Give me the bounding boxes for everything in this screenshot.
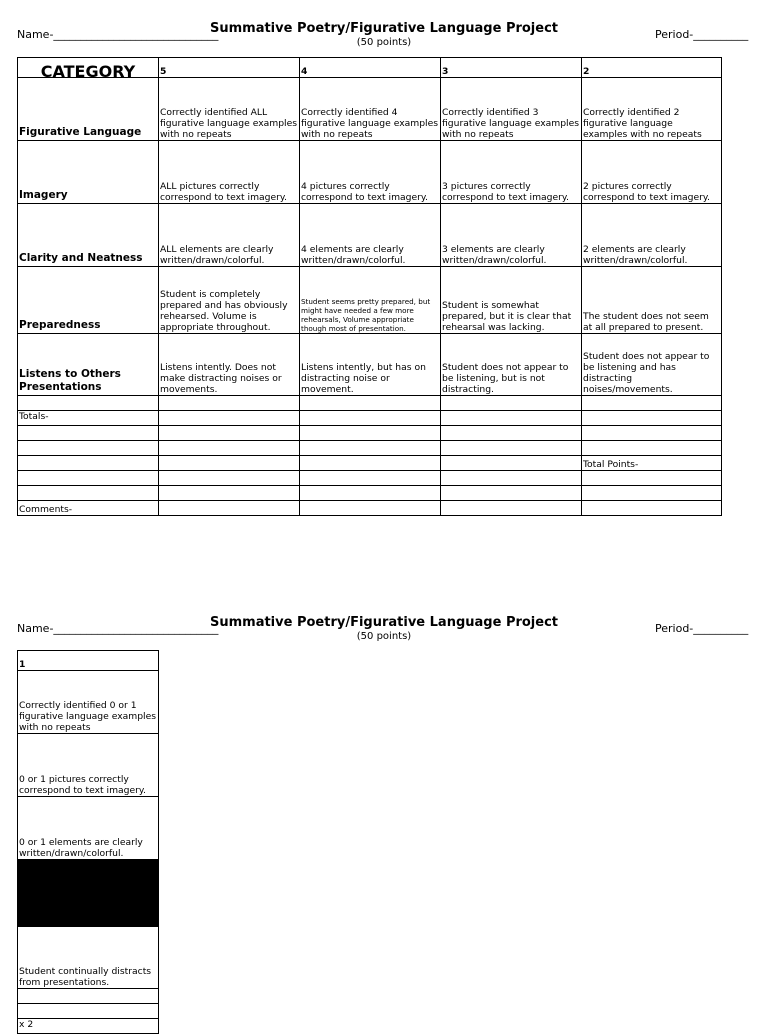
- header-score-4: 4: [300, 58, 441, 78]
- name-field-label: Name-______________________________: [17, 622, 219, 635]
- table-row: [18, 927, 159, 989]
- rubric-cell: Correctly identified 0 or 1 figurative language examples with no repeats: [18, 671, 159, 734]
- header-row: [18, 58, 722, 78]
- category-cell: Listens to Others Presentations: [18, 334, 159, 396]
- rubric-cell: 3 pictures correctly correspond to text imagery.: [441, 141, 582, 204]
- table-row: [18, 734, 159, 797]
- table-row: [18, 204, 722, 267]
- category-cell: Imagery: [18, 141, 159, 204]
- rubric-cell: Listens intently. Does not make distracting noises or movements.: [159, 334, 300, 396]
- rubric-cell: Correctly identified 2 figurative language examples with no repeats: [582, 78, 722, 141]
- blank-row: [18, 989, 159, 1004]
- total-points-label: Total Points-: [582, 456, 722, 471]
- header-score-3: 3: [441, 58, 582, 78]
- totals-label: Totals-: [18, 411, 159, 426]
- page-title: Summative Poetry/Figurative Language Project: [209, 615, 559, 630]
- category-cell: Figurative Language: [18, 78, 159, 141]
- rubric-cell: ALL pictures correctly correspond to text imagery.: [159, 141, 300, 204]
- rubric-cell: Student continually distracts from presentations.: [18, 927, 159, 989]
- table-row: [18, 671, 159, 734]
- page-title: Summative Poetry/Figurative Language Project: [209, 21, 559, 36]
- table-row: [18, 267, 722, 334]
- blank-row: [18, 486, 722, 501]
- header-row: [18, 651, 159, 671]
- rubric-cell: Listens intently, but has on distracting noise or movement.: [300, 334, 441, 396]
- comments-row: [18, 501, 722, 516]
- redacted-cell: [18, 860, 159, 927]
- rubric-cell: 2 pictures correctly correspond to text imagery.: [582, 141, 722, 204]
- table-row: [18, 797, 159, 860]
- multiplier-label: x 2: [18, 1019, 159, 1034]
- blank-row: [18, 1004, 159, 1019]
- table-row: [18, 141, 722, 204]
- blank-row: [18, 471, 722, 486]
- rubric-cell: Correctly identified 3 figurative language examples with no repeats: [441, 78, 582, 141]
- header-score-1: 1: [18, 651, 159, 671]
- rubric-cell: 4 elements are clearly written/drawn/colorful.: [300, 204, 441, 267]
- rubric-cell: 3 elements are clearly written/drawn/colorful.: [441, 204, 582, 267]
- table-row: [18, 78, 722, 141]
- rubric-cell: 0 or 1 elements are clearly written/drawn/colorful.: [18, 797, 159, 860]
- rubric-cell: Student is completely prepared and has obviously rehearsed. Volume is appropriate throughout.: [159, 267, 300, 334]
- rubric-cell: Student is somewhat prepared, but it is clear that rehearsal was lacking.: [441, 267, 582, 334]
- rubric-cell: The student does not seem at all prepared to present.: [582, 267, 722, 334]
- table-row: [18, 860, 159, 927]
- blank-row: [18, 426, 722, 441]
- period-field-label: Period-__________: [655, 28, 749, 41]
- blank-row: [18, 396, 722, 411]
- rubric-cell: Student does not appear to be listening, but is not distracting.: [441, 334, 582, 396]
- rubric-table-continued: [17, 650, 159, 1034]
- rubric-table: [17, 57, 722, 516]
- header-score-5: 5: [159, 58, 300, 78]
- rubric-cell: 0 or 1 pictures correctly correspond to text imagery.: [18, 734, 159, 797]
- page-subtitle: (50 points): [356, 631, 412, 642]
- rubric-cell: Correctly identified 4 figurative language examples with no repeats: [300, 78, 441, 141]
- category-cell: Preparedness: [18, 267, 159, 334]
- rubric-cell: 4 pictures correctly correspond to text imagery.: [300, 141, 441, 204]
- rubric-cell: ALL elements are clearly written/drawn/colorful.: [159, 204, 300, 267]
- category-cell: Clarity and Neatness: [18, 204, 159, 267]
- total-points-row: [18, 456, 722, 471]
- comments-label: Comments-: [18, 501, 159, 516]
- multiplier-row: [18, 1019, 159, 1034]
- rubric-cell: 2 elements are clearly written/drawn/colorful.: [582, 204, 722, 267]
- period-field-label: Period-__________: [655, 622, 749, 635]
- table-row: [18, 334, 722, 396]
- rubric-cell: Correctly identified ALL figurative language examples with no repeats: [159, 78, 300, 141]
- header-category: CATEGORY: [18, 58, 159, 78]
- rubric-cell: Student does not appear to be listening and has distracting noises/movements.: [582, 334, 722, 396]
- name-field-label: Name-______________________________: [17, 28, 219, 41]
- header-score-2: 2: [582, 58, 722, 78]
- page-subtitle: (50 points): [356, 37, 412, 48]
- totals-row: [18, 411, 722, 426]
- blank-row: [18, 441, 722, 456]
- rubric-cell: Student seems pretty prepared, but might have needed a few more rehearsals, Volume appropriate though most of presentation.: [300, 267, 441, 334]
